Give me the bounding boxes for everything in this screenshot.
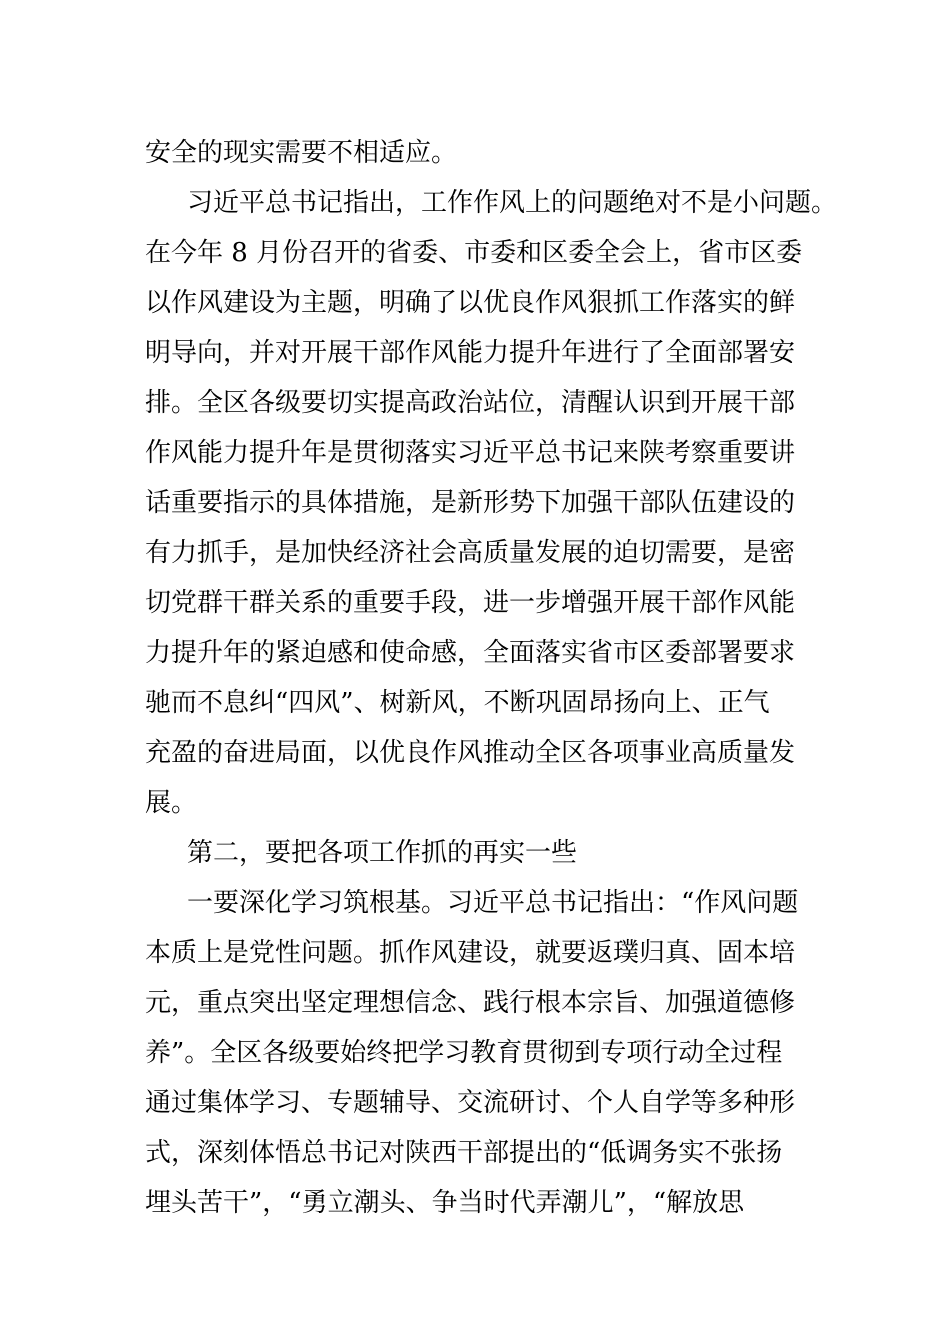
text-line: 以作风建设为主题，明确了以优良作风狠抓工作落实的鲜: [145, 288, 796, 318]
text-line: 明导向，并对开展干部作风能力提升年进行了全面部署安: [145, 338, 796, 368]
text-line: 养”。全区各级要始终把学习教育贯彻到专项行动全过程: [145, 1038, 783, 1068]
body-text: [145, 128, 838, 1228]
text-line: 驰而不息纠“四风”、树新风，不断巩固昂扬向上、正气: [145, 688, 770, 718]
paragraph-first-line: 一要深化学习筑根基。习近平总书记指出：“作风问题: [187, 888, 799, 918]
text-line: 在今年 8 月份召开的省委、市委和区委全会上，省市区委: [145, 238, 803, 268]
text-line: 埋头苦干”，“勇立潮头、争当时代弄潮儿”，“解放思: [145, 1188, 745, 1218]
text-line: 切党群干群关系的重要手段，进一步增强开展干部作风能: [145, 588, 796, 618]
text-line: 本质上是党性问题。抓作风建设，就要返璞归真、固本培: [145, 938, 796, 968]
section-heading: 第二，要把各项工作抓的再实一些: [187, 838, 578, 868]
text-line: 安全的现实需要不相适应。: [145, 138, 458, 168]
text-line: 话重要指示的具体措施，是新形势下加强干部队伍建设的: [145, 488, 796, 518]
text-line: 有力抓手，是加快经济社会高质量发展的迫切需要，是密: [145, 538, 796, 568]
text-line: 力提升年的紧迫感和使命感，全面落实省市区委部署要求: [145, 638, 796, 668]
text-line: 展。: [145, 788, 198, 818]
text-line: 排。全区各级要切实提高政治站位，清醒认识到开展干部: [145, 388, 796, 418]
text-line: 式，深刻体悟总书记对陕西干部提出的“低调务实不张扬: [145, 1138, 783, 1168]
paragraph-first-line: 习近平总书记指出，工作作风上的问题绝对不是小问题。: [187, 188, 838, 218]
text-line: 作风能力提升年是贯彻落实习近平总书记来陕考察重要讲: [145, 438, 796, 468]
text-line: 元，重点突出坚定理想信念、践行根本宗旨、加强道德修: [145, 988, 796, 1018]
text-line: 充盈的奋进局面，以优良作风推动全区各项事业高质量发: [145, 738, 796, 768]
text-line: 通过集体学习、专题辅导、交流研讨、个人自学等多种形: [145, 1088, 796, 1118]
